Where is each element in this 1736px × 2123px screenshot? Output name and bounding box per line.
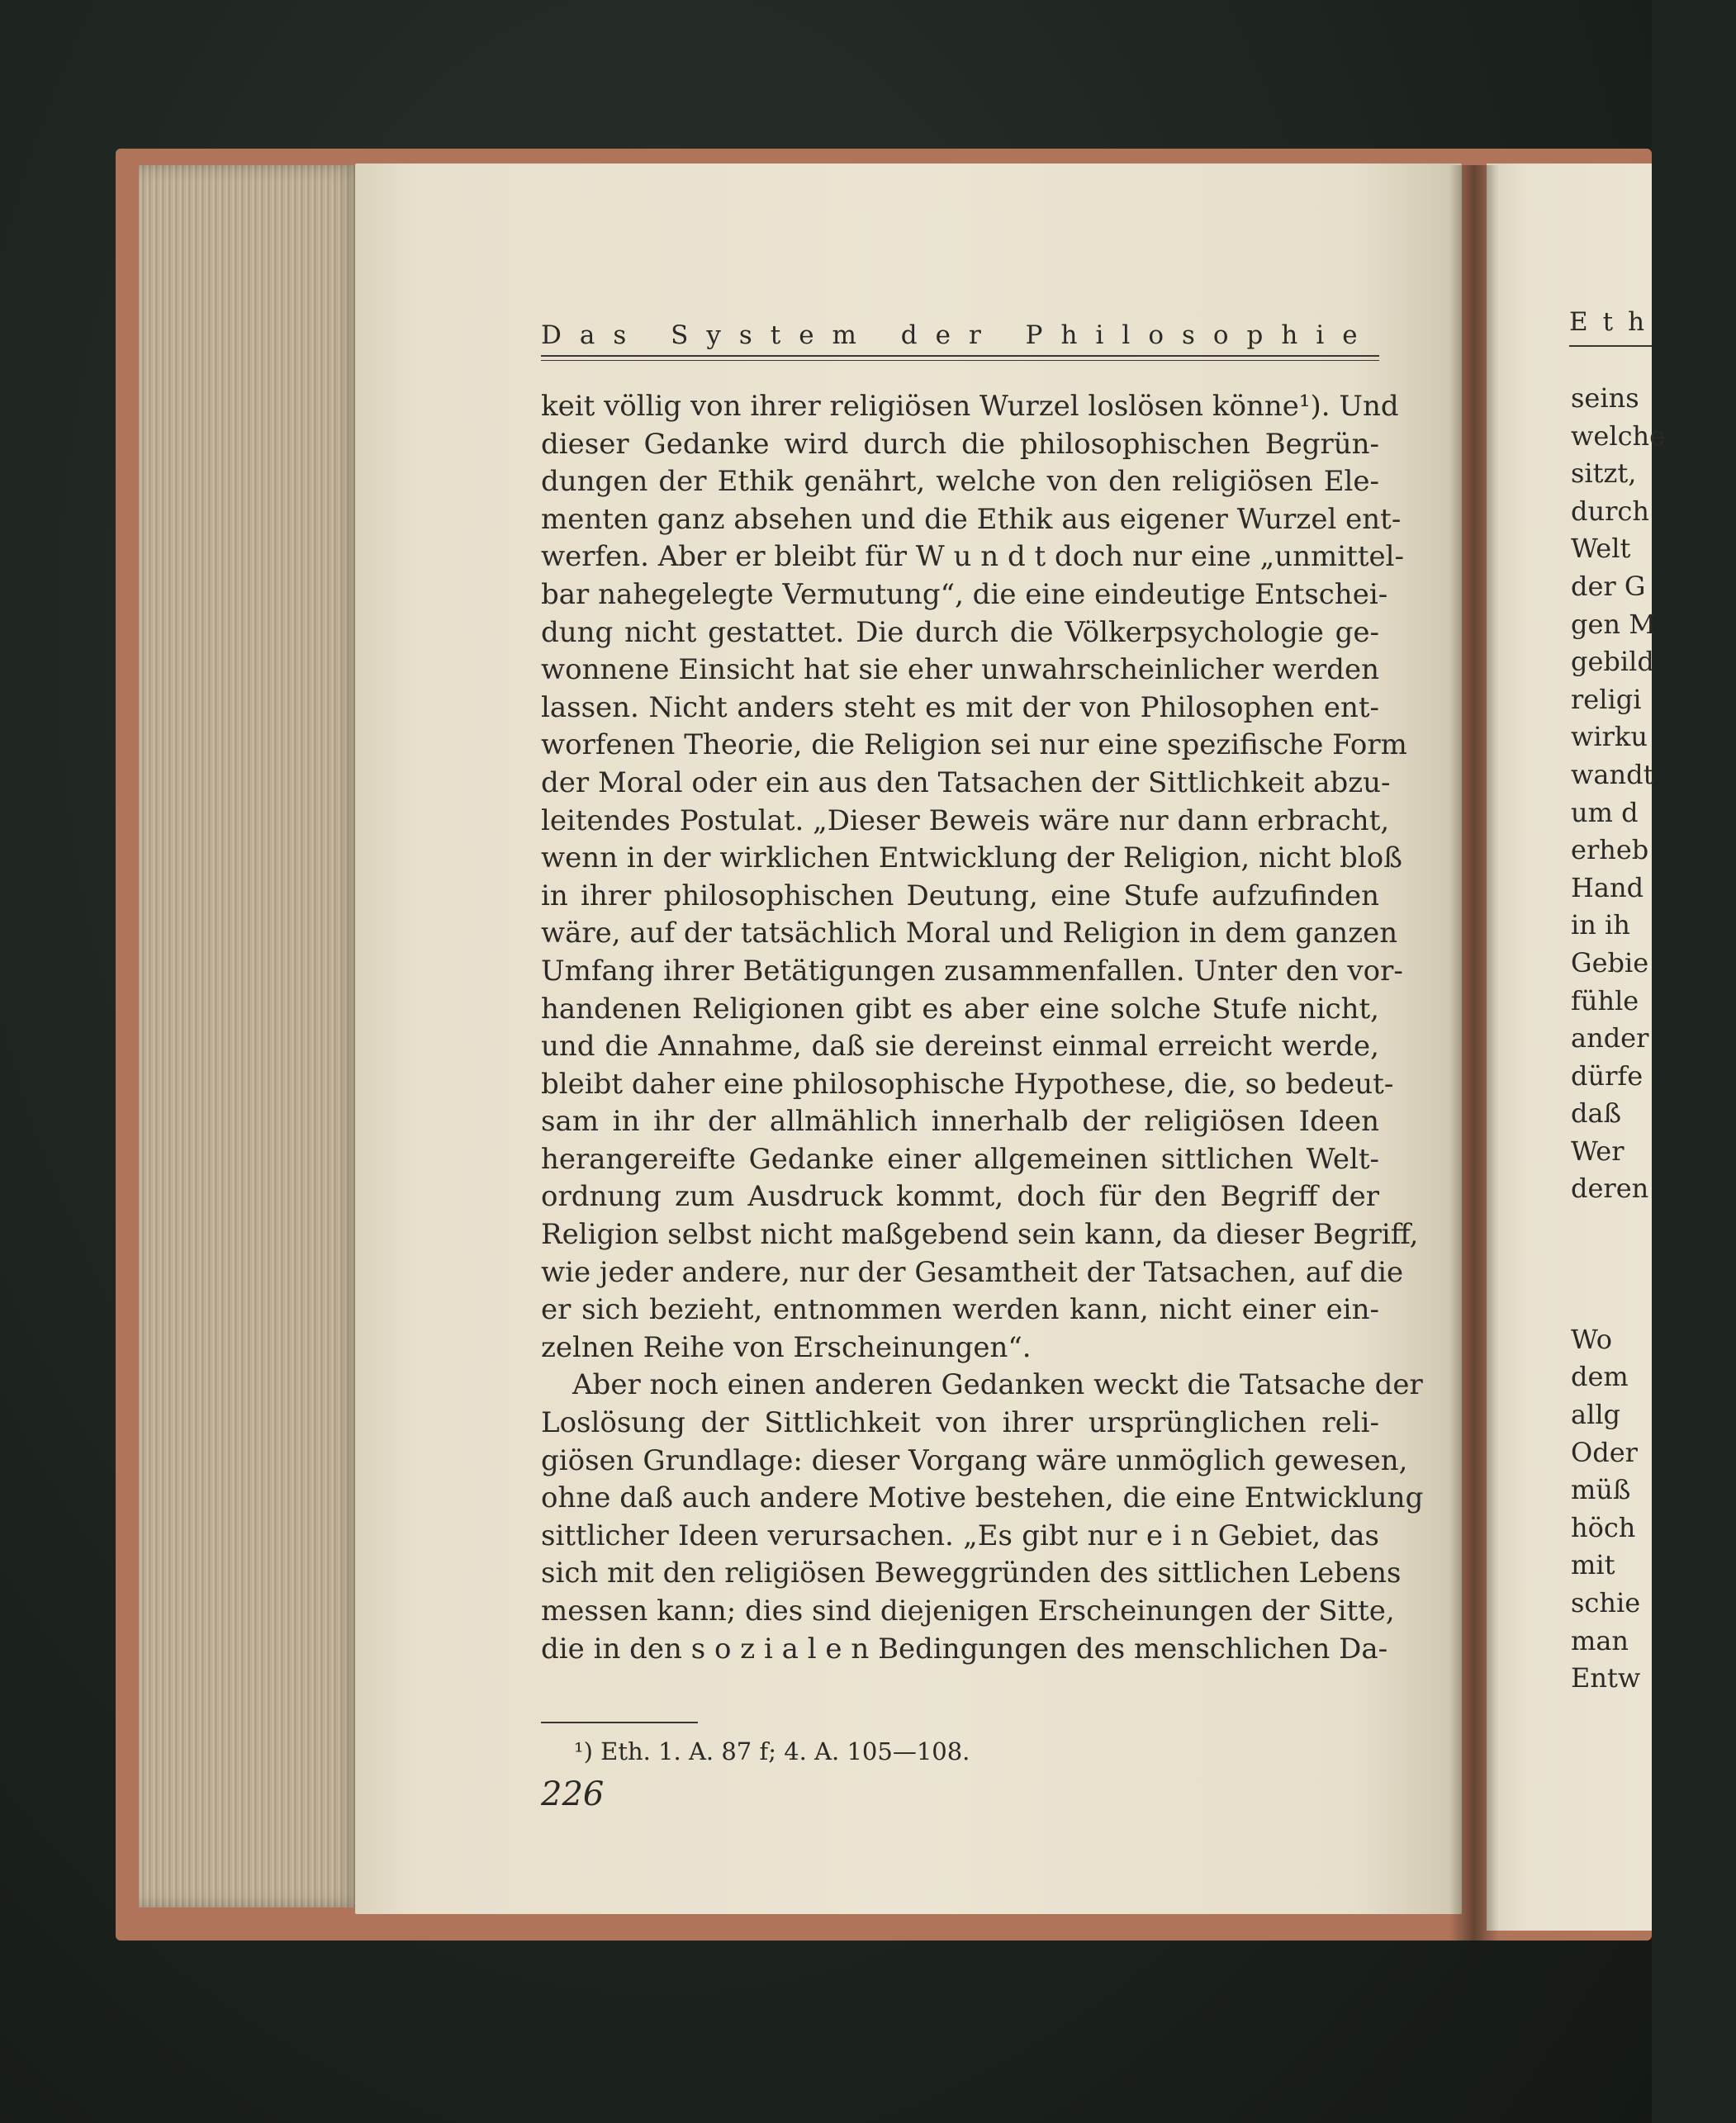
right-text-line: Wer bbox=[1571, 1135, 1625, 1167]
text-line: wie jeder andere, nur der Gesamtheit der Tatsachen, auf die bbox=[541, 1255, 1404, 1289]
right-text-line: der G bbox=[1571, 570, 1646, 602]
right-text-line: Entw bbox=[1571, 1662, 1641, 1694]
text-line: bar nahegelegte Vermutung“, die eine eindeutige Entschei- bbox=[541, 577, 1388, 611]
text-line: zelnen Reihe von Erscheinungen“. bbox=[541, 1330, 1032, 1364]
right-running-head: Eth bbox=[1569, 307, 1660, 337]
text-line: dieser Gedanke wird durch die philosophischen Begrün- bbox=[541, 427, 1379, 461]
footnote-rule bbox=[541, 1722, 698, 1723]
text-line: leitendes Postulat. „Dieser Beweis wäre nur dann erbracht, bbox=[541, 803, 1390, 837]
right-text-line: gen M bbox=[1571, 608, 1656, 640]
text-line: sittlicher Ideen verursachen. „Es gibt nur e i n Gebiet, das bbox=[541, 1519, 1379, 1552]
text-line: wäre, auf der tatsächlich Moral und Religion in dem ganzen bbox=[541, 917, 1398, 950]
footnote: ¹) Eth. 1. A. 87 f; 4. A. 105—108. bbox=[574, 1737, 970, 1765]
right-text-line bbox=[1571, 1246, 1736, 1284]
text-line: in ihrer philosophischen Deutung, eine Stufe aufzufinden bbox=[541, 879, 1379, 912]
right-text-line: wandt bbox=[1571, 758, 1654, 790]
text-line: Aber noch einen anderen Gedanken weckt die Tatsache der bbox=[572, 1368, 1423, 1402]
text-line: messen kann; dies sind diejenigen Erscheinungen der Sitte, bbox=[541, 1595, 1395, 1628]
right-text-line: daß bbox=[1571, 1097, 1621, 1130]
right-text-line: erheb bbox=[1571, 834, 1649, 866]
text-line: ordnung zum Ausdruck kommt, doch für den Begriff der bbox=[541, 1180, 1379, 1214]
right-text-line: höch bbox=[1571, 1511, 1636, 1543]
text-line: sich mit den religiösen Beweggründen des sittlichen Lebens bbox=[541, 1557, 1402, 1590]
right-text-line bbox=[1571, 1208, 1736, 1246]
text-line: worfenen Theorie, die Religion sei nur eine spezifische Form bbox=[541, 728, 1407, 762]
body-text bbox=[541, 388, 1424, 1668]
right-text-line bbox=[1571, 1283, 1736, 1321]
right-text-line: ander bbox=[1571, 1022, 1649, 1054]
text-line: lassen. Nicht anders steht es mit der von Philosophen ent- bbox=[541, 690, 1379, 724]
right-header-rule bbox=[1569, 345, 1652, 347]
right-text-line: wirku bbox=[1571, 721, 1648, 753]
right-page-clip bbox=[1487, 0, 1666, 2123]
right-text-line: mit bbox=[1571, 1549, 1615, 1581]
text-line: handenen Religionen gibt es aber eine solche Stufe nicht, bbox=[541, 992, 1379, 1026]
text-line: Umfang ihrer Betätigungen zusammenfallen. Unter den vor- bbox=[541, 954, 1403, 988]
right-text-line: fühle bbox=[1571, 984, 1639, 1016]
text-line: und die Annahme, daß sie dereinst einmal erreicht werde, bbox=[541, 1030, 1379, 1064]
right-text-line: Hand bbox=[1571, 871, 1644, 903]
text-line: Religion selbst nicht maßgebend sein kann, da dieser Begriff, bbox=[541, 1218, 1419, 1252]
text-line: herangereifte Gedanke einer allgemeinen sittlichen Welt- bbox=[541, 1142, 1379, 1176]
text-line: dung nicht gestattet. Die durch die Völkerpsychologie ge- bbox=[541, 615, 1379, 649]
text-line: keit völlig von ihrer religiösen Wurzel loslösen könne¹). Und bbox=[541, 390, 1399, 423]
text-line: giösen Grundlage: dieser Vorgang wäre unmöglich gewesen, bbox=[541, 1443, 1408, 1477]
page-number: 226 bbox=[541, 1775, 605, 1813]
right-text-line: in ih bbox=[1571, 909, 1630, 941]
text-line: er sich bezieht, entnommen werden kann, nicht einer ein- bbox=[541, 1293, 1379, 1327]
right-text-line: religi bbox=[1571, 683, 1642, 715]
right-text-line: um d bbox=[1571, 796, 1639, 828]
text-line: wonnene Einsicht hat sie eher unwahrscheinlicher werden bbox=[541, 653, 1379, 687]
right-text-line: gebild bbox=[1571, 646, 1654, 678]
right-text-line: allg bbox=[1571, 1399, 1621, 1431]
right-text-line: deren bbox=[1571, 1173, 1649, 1205]
right-text-line: müß bbox=[1571, 1474, 1631, 1506]
right-text-line: man bbox=[1571, 1624, 1629, 1656]
text-line: ohne daß auch andere Motive bestehen, die eine Entwicklung bbox=[541, 1481, 1424, 1515]
right-text-line: dem bbox=[1571, 1361, 1629, 1393]
right-text-line: Gebie bbox=[1571, 946, 1649, 979]
text-line: wenn in der wirklichen Entwicklung der Religion, nicht bloß bbox=[541, 841, 1402, 875]
right-text-line: Oder bbox=[1571, 1436, 1638, 1468]
right-text-line: Welt bbox=[1571, 533, 1631, 565]
right-text-line: sitzt, bbox=[1571, 457, 1637, 490]
text-line: menten ganz absehen und die Ethik aus eigener Wurzel ent- bbox=[541, 502, 1402, 536]
right-text-line: Wo bbox=[1571, 1323, 1612, 1355]
right-body-text bbox=[1571, 380, 1736, 1698]
right-text-line: durch bbox=[1571, 495, 1649, 527]
right-text-line: schie bbox=[1571, 1587, 1641, 1618]
right-text-line: welche bbox=[1571, 419, 1666, 452]
text-line: die in den s o z i a l e n Bedingungen des menschlichen Da- bbox=[541, 1632, 1388, 1666]
text-line: dungen der Ethik genährt, welche von den religiösen Ele- bbox=[541, 465, 1379, 499]
running-head: Das System der Philosophie bbox=[541, 320, 1376, 350]
text-line: sam in ihr der allmählich innerhalb der religiösen Ideen bbox=[541, 1105, 1379, 1139]
page-edges bbox=[139, 165, 362, 1907]
text-line: Loslösung der Sittlichkeit von ihrer ursprünglichen reli- bbox=[541, 1406, 1379, 1440]
text-line: der Moral oder ein aus den Tatsachen der Sittlichkeit abzu- bbox=[541, 765, 1391, 799]
header-rule-thin bbox=[541, 360, 1379, 361]
right-text-line: dürfe bbox=[1571, 1059, 1644, 1092]
text-line: bleibt daher eine philosophische Hypothese, die, so bedeut- bbox=[541, 1067, 1394, 1101]
right-text-line: seins bbox=[1571, 382, 1639, 414]
header-rule bbox=[541, 355, 1379, 357]
text-line: werfen. Aber er bleibt für W u n d t doch nur eine „unmittel- bbox=[541, 540, 1404, 574]
